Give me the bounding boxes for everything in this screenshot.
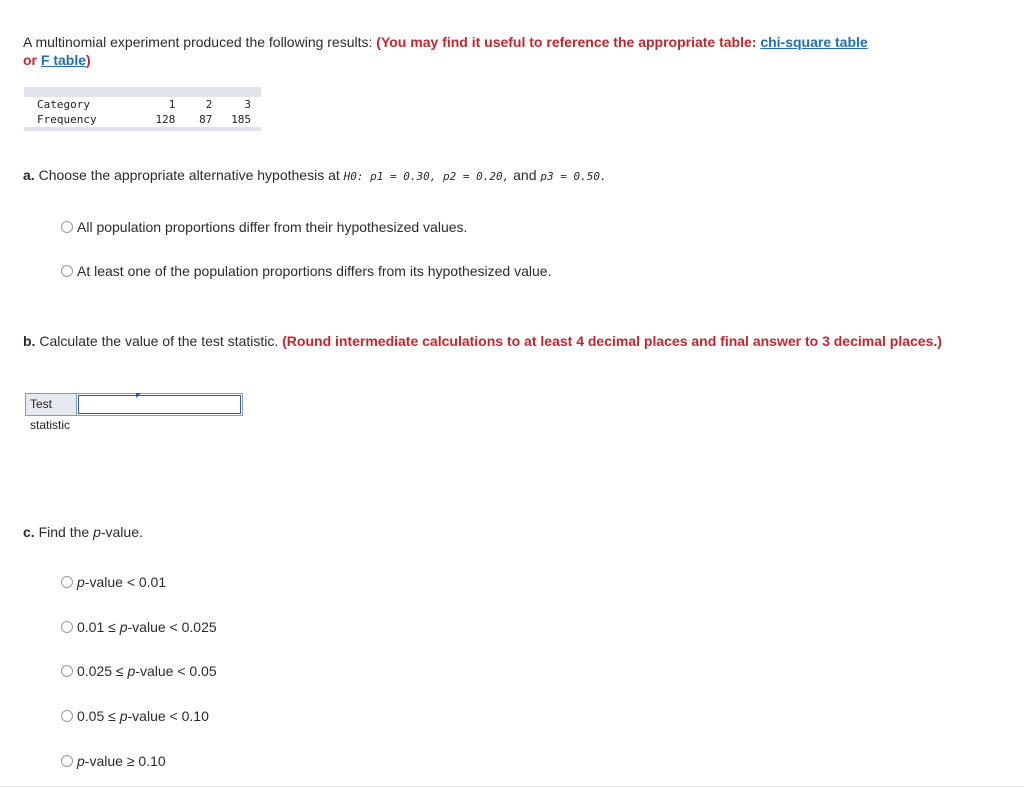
intro-paragraph — [23, 33, 963, 69]
p3-hypothesis: p3 = 0.50. — [540, 170, 607, 183]
table-cell: 3 — [244, 98, 251, 111]
table-cell: 128 — [155, 113, 176, 126]
radio-button[interactable] — [61, 755, 73, 767]
table-cell: 1 — [168, 98, 176, 111]
part-a-question: a. Choose the appropriate alternative hypothesis at H0: p1 = 0.30, p2 = 0.20, and p3 = 0.50. — [23, 167, 607, 183]
option-c4[interactable]: 0.05 ≤ p-value < 0.10 — [61, 708, 209, 724]
table-cell: 87 — [199, 113, 213, 126]
option-c5[interactable]: p-value ≥ 0.10 — [61, 753, 166, 769]
rounding-note: (Round intermediate calculations to at least 4 decimal places and final answer to 3 decimal places.) — [282, 333, 942, 349]
radio-button[interactable] — [61, 265, 73, 277]
flag-icon — [136, 393, 141, 398]
table-row — [24, 97, 261, 112]
table-bottom-bar — [24, 127, 261, 131]
category-label: Category — [37, 98, 90, 111]
null-hypothesis: H0: p1 = 0.30, p2 = 0.20, — [343, 170, 510, 183]
option-c1[interactable]: p-value < 0.01 — [61, 574, 166, 590]
option-a2[interactable]: At least one of the population proportions differs from its hypothesized value. — [61, 263, 551, 279]
test-statistic-input[interactable] — [78, 395, 241, 414]
option-a1[interactable]: All population proportions differ from their hypothesized values. — [61, 219, 467, 235]
radio-button[interactable] — [61, 710, 73, 722]
table-row — [24, 112, 261, 127]
radio-button[interactable] — [61, 221, 73, 233]
intro-note: (You may find it useful to reference the appropriate table: chi-square table or F table) — [23, 34, 868, 68]
part-c-question: c. Find the p-value. — [23, 524, 143, 540]
option-c2[interactable]: 0.01 ≤ p-value < 0.025 — [61, 619, 217, 635]
radio-button[interactable] — [61, 665, 73, 677]
test-statistic-row — [25, 393, 243, 432]
radio-button[interactable] — [61, 621, 73, 633]
chi-square-table-link[interactable]: chi-square table — [760, 34, 868, 50]
radio-button[interactable] — [61, 576, 73, 588]
part-b-question: b. Calculate the value of the test statistic. (Round intermediate calculations to at least 4 decimal places and final answer to 3 decimal places.) — [23, 333, 942, 349]
f-table-link[interactable]: F table — [40, 52, 87, 68]
frequency-label: Frequency — [37, 113, 97, 126]
bottom-divider — [0, 786, 1024, 787]
test-statistic-label: Test statistic — [26, 394, 77, 415]
table-cell: 185 — [231, 113, 251, 126]
table-top-bar — [24, 87, 261, 97]
option-c3[interactable]: 0.025 ≤ p-value < 0.05 — [61, 663, 217, 679]
intro-text: A multinomial experiment produced the following results: — [23, 34, 377, 50]
frequency-table — [24, 87, 261, 131]
table-cell: 2 — [205, 98, 213, 111]
